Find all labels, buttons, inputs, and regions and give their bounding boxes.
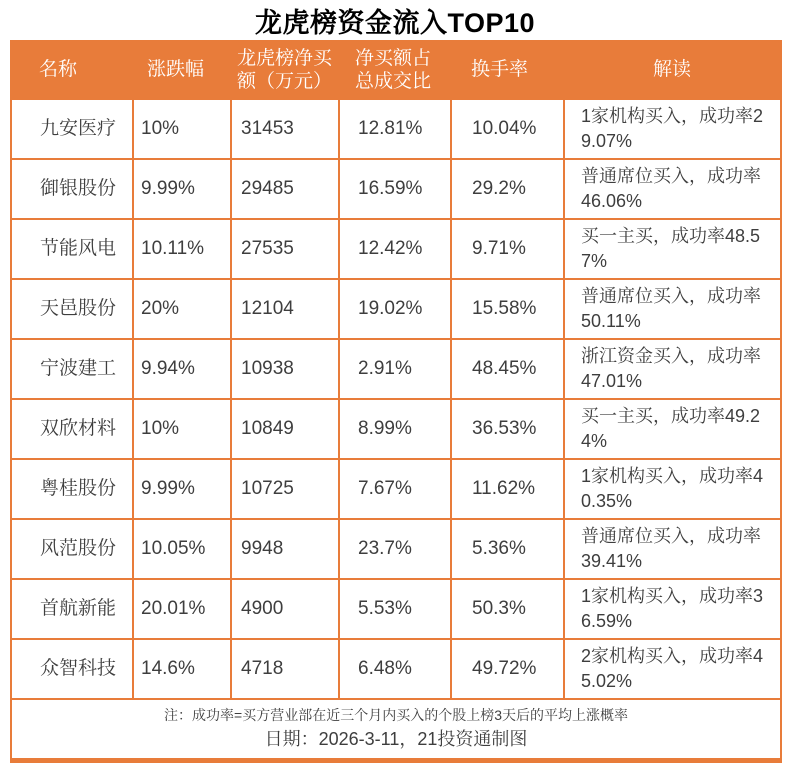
col-header-change-pct: 涨跌幅: [133, 41, 231, 99]
col-header-name: 名称: [11, 41, 133, 99]
cell-interpretation: 浙江资金买入，成功率47.01%: [564, 339, 781, 399]
cell-net-buy-amount: 12104: [231, 279, 339, 339]
cell-change-pct: 9.99%: [133, 459, 231, 519]
cell-net-buy-ratio: 12.81%: [339, 99, 451, 159]
cell-net-buy-amount: 10938: [231, 339, 339, 399]
top10-table: [10, 40, 782, 763]
cell-interpretation: 1家机构买入，成功率40.35%: [564, 459, 781, 519]
cell-turnover-rate: 9.71%: [451, 219, 564, 279]
cell-net-buy-amount: 10849: [231, 399, 339, 459]
cell-stock-name: 九安医疗: [11, 99, 133, 159]
cell-change-pct: 10.05%: [133, 519, 231, 579]
cell-net-buy-amount: 4900: [231, 579, 339, 639]
cell-stock-name: 宁波建工: [11, 339, 133, 399]
cell-net-buy-ratio: 2.91%: [339, 339, 451, 399]
cell-turnover-rate: 15.58%: [451, 279, 564, 339]
cell-change-pct: 20.01%: [133, 579, 231, 639]
cell-stock-name: 风范股份: [11, 519, 133, 579]
page-title: 龙虎榜资金流入TOP10: [254, 7, 536, 38]
table-row: [11, 579, 781, 639]
footer-cell: [11, 699, 781, 760]
cell-net-buy-amount: 4718: [231, 639, 339, 699]
table-row: [11, 159, 781, 219]
cell-turnover-rate: 48.45%: [451, 339, 564, 399]
cell-stock-name: 众智科技: [11, 639, 133, 699]
cell-net-buy-amount: 27535: [231, 219, 339, 279]
cell-turnover-rate: 49.72%: [451, 639, 564, 699]
table-row: [11, 399, 781, 459]
cell-interpretation: 2家机构买入，成功率45.02%: [564, 639, 781, 699]
cell-stock-name: 首航新能: [11, 579, 133, 639]
table-row: [11, 219, 781, 279]
table-row: [11, 99, 781, 159]
cell-net-buy-ratio: 16.59%: [339, 159, 451, 219]
cell-interpretation: 买一主买，成功率49.24%: [564, 399, 781, 459]
cell-turnover-rate: 29.2%: [451, 159, 564, 219]
cell-stock-name: 天邑股份: [11, 279, 133, 339]
cell-net-buy-ratio: 7.67%: [339, 459, 451, 519]
cell-turnover-rate: 10.04%: [451, 99, 564, 159]
table-row: [11, 459, 781, 519]
table-row: [11, 639, 781, 699]
table-row: [11, 279, 781, 339]
cell-change-pct: 10%: [133, 399, 231, 459]
table-row: [11, 339, 781, 399]
cell-net-buy-amount: 9948: [231, 519, 339, 579]
cell-net-buy-ratio: 12.42%: [339, 219, 451, 279]
cell-interpretation: 1家机构买入，成功率36.59%: [564, 579, 781, 639]
header-row: [11, 41, 781, 99]
cell-turnover-rate: 36.53%: [451, 399, 564, 459]
cell-net-buy-ratio: 8.99%: [339, 399, 451, 459]
cell-change-pct: 14.6%: [133, 639, 231, 699]
cell-stock-name: 节能风电: [11, 219, 133, 279]
cell-change-pct: 9.99%: [133, 159, 231, 219]
cell-interpretation: 1家机构买入，成功率29.07%: [564, 99, 781, 159]
cell-change-pct: 10%: [133, 99, 231, 159]
cell-change-pct: 20%: [133, 279, 231, 339]
cell-turnover-rate: 50.3%: [451, 579, 564, 639]
cell-net-buy-amount: 29485: [231, 159, 339, 219]
cell-change-pct: 9.94%: [133, 339, 231, 399]
col-header-interpretation: 解读: [564, 41, 781, 99]
cell-stock-name: 粤桂股份: [11, 459, 133, 519]
cell-interpretation: 普通席位买入，成功率46.06%: [564, 159, 781, 219]
cell-net-buy-ratio: 23.7%: [339, 519, 451, 579]
cell-net-buy-ratio: 6.48%: [339, 639, 451, 699]
cell-net-buy-amount: 31453: [231, 99, 339, 159]
cell-stock-name: 御银股份: [11, 159, 133, 219]
cell-turnover-rate: 11.62%: [451, 459, 564, 519]
footer-note: 注：成功率=买方营业部在近三个月内买入的个股上榜3天后的平均上涨概率: [164, 707, 628, 724]
cell-interpretation: 普通席位买入，成功率50.11%: [564, 279, 781, 339]
cell-interpretation: 普通席位买入，成功率39.41%: [564, 519, 781, 579]
col-header-turnover-rate: 换手率: [451, 41, 564, 99]
cell-stock-name: 双欣材料: [11, 399, 133, 459]
cell-interpretation: 买一主买，成功率48.57%: [564, 219, 781, 279]
footer-date-source: 日期：2026-3-11，21投资通制图: [264, 729, 528, 750]
cell-net-buy-amount: 10725: [231, 459, 339, 519]
col-header-net-buy-ratio: 净买额占总成交比: [339, 41, 451, 99]
table-header: [11, 41, 781, 99]
footer-row: [11, 699, 781, 760]
table-body: [11, 99, 781, 760]
col-header-net-buy-amount: 龙虎榜净买额（万元）: [231, 41, 339, 99]
cell-change-pct: 10.11%: [133, 219, 231, 279]
top10-table-container: [10, 40, 780, 763]
cell-net-buy-ratio: 19.02%: [339, 279, 451, 339]
cell-net-buy-ratio: 5.53%: [339, 579, 451, 639]
table-row: [11, 519, 781, 579]
cell-turnover-rate: 5.36%: [451, 519, 564, 579]
